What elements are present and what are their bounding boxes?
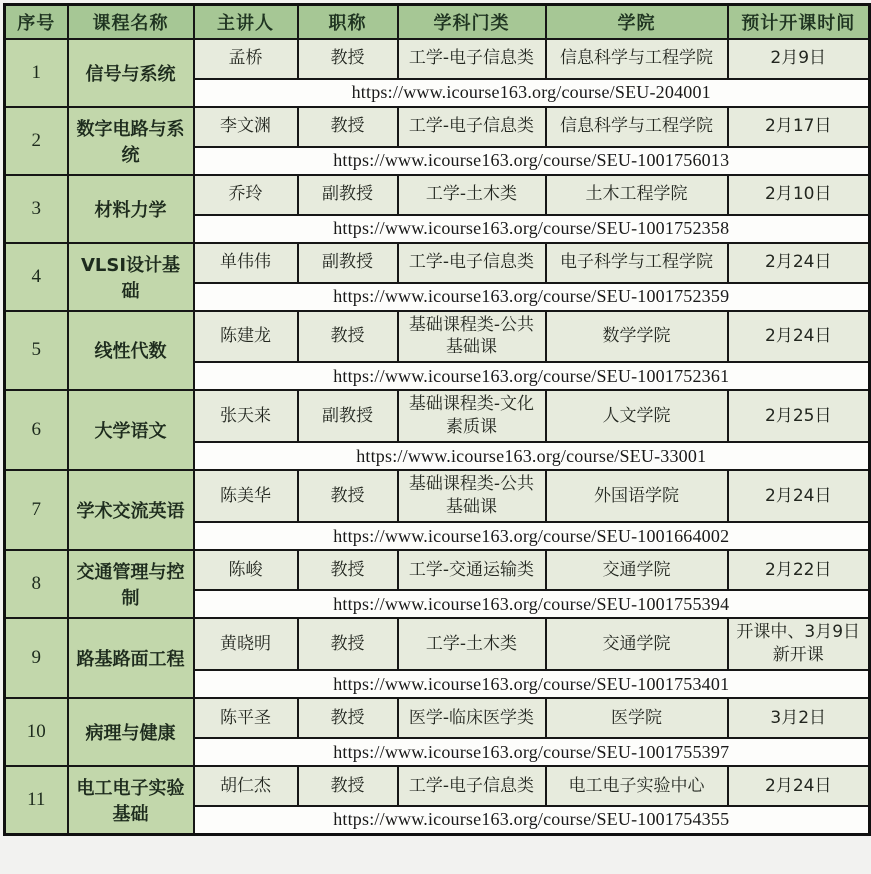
date-cell: 2月24日 [728,243,870,283]
college-cell: 电子科学与工程学院 [546,243,728,283]
course-url-link[interactable]: https://www.icourse163.org/course/SEU-1001753401 [194,670,870,698]
lecturer-cell: 陈美华 [194,470,298,522]
lecturer-cell: 张天来 [194,390,298,442]
lecturer-cell: 孟桥 [194,39,298,79]
course-name-cell: 信号与系统 [68,39,194,107]
table-row [5,39,870,79]
date-cell: 2月25日 [728,390,870,442]
title-cell: 教授 [298,107,398,147]
title-cell: 教授 [298,766,398,806]
row-number-cell: 11 [5,766,68,834]
table-row [5,618,870,670]
header-cell-no: 序号 [5,5,68,39]
row-number-cell: 7 [5,470,68,550]
row-number-cell: 1 [5,39,68,107]
table-row [5,766,870,806]
category-cell: 基础课程类-公共基础课 [398,470,546,522]
title-cell: 副教授 [298,175,398,215]
row-number-cell: 10 [5,698,68,766]
row-number-cell: 9 [5,618,68,698]
date-cell: 2月10日 [728,175,870,215]
course-url-link[interactable]: https://www.icourse163.org/course/SEU-1001754355 [194,806,870,834]
course-name-cell: 交通管理与控制 [68,550,194,618]
lecturer-cell: 乔玲 [194,175,298,215]
date-cell: 2月22日 [728,550,870,590]
course-name-cell: 大学语文 [68,390,194,470]
date-cell: 2月9日 [728,39,870,79]
course-name-cell: 路基路面工程 [68,618,194,698]
title-cell: 副教授 [298,390,398,442]
date-cell: 2月24日 [728,311,870,363]
lecturer-cell: 陈峻 [194,550,298,590]
college-cell: 土木工程学院 [546,175,728,215]
course-name-cell: 电工电子实验基础 [68,766,194,834]
title-cell: 教授 [298,618,398,670]
category-cell: 基础课程类-文化素质课 [398,390,546,442]
category-cell: 工学-电子信息类 [398,243,546,283]
lecturer-cell: 黄晓明 [194,618,298,670]
lecturer-cell: 陈建龙 [194,311,298,363]
row-number-cell: 2 [5,107,68,175]
title-cell: 教授 [298,311,398,363]
course-url-link[interactable]: https://www.icourse163.org/course/SEU-204001 [194,79,870,107]
category-cell: 工学-电子信息类 [398,39,546,79]
category-cell: 医学-临床医学类 [398,698,546,738]
header-cell-lecturer: 主讲人 [194,5,298,39]
category-cell: 工学-土木类 [398,175,546,215]
table-row [5,550,870,590]
lecturer-cell: 陈平圣 [194,698,298,738]
table-row [5,390,870,442]
college-cell: 医学院 [546,698,728,738]
row-number-cell: 6 [5,390,68,470]
title-cell: 教授 [298,550,398,590]
college-cell: 数学学院 [546,311,728,363]
date-cell: 2月17日 [728,107,870,147]
college-cell: 信息科学与工程学院 [546,107,728,147]
college-cell: 交通学院 [546,618,728,670]
title-cell: 教授 [298,698,398,738]
course-schedule-table [3,3,871,836]
lecturer-cell: 胡仁杰 [194,766,298,806]
category-cell: 基础课程类-公共基础课 [398,311,546,363]
course-url-link[interactable]: https://www.icourse163.org/course/SEU-1001752359 [194,283,870,311]
course-url-link[interactable]: https://www.icourse163.org/course/SEU-1001752361 [194,362,870,390]
date-cell: 3月2日 [728,698,870,738]
college-cell: 信息科学与工程学院 [546,39,728,79]
lecturer-cell: 李文渊 [194,107,298,147]
college-cell: 电工电子实验中心 [546,766,728,806]
row-number-cell: 3 [5,175,68,243]
header-cell-course: 课程名称 [68,5,194,39]
header-cell-college: 学院 [546,5,728,39]
college-cell: 外国语学院 [546,470,728,522]
lecturer-cell: 单伟伟 [194,243,298,283]
course-name-cell: 数字电路与系统 [68,107,194,175]
college-cell: 人文学院 [546,390,728,442]
title-cell: 教授 [298,470,398,522]
category-cell: 工学-电子信息类 [398,107,546,147]
course-url-link[interactable]: https://www.icourse163.org/course/SEU-1001755394 [194,590,870,618]
category-cell: 工学-土木类 [398,618,546,670]
course-name-cell: 线性代数 [68,311,194,391]
course-name-cell: 病理与健康 [68,698,194,766]
title-cell: 副教授 [298,243,398,283]
row-number-cell: 4 [5,243,68,311]
header-cell-title: 职称 [298,5,398,39]
table-row [5,311,870,363]
table-row [5,175,870,215]
category-cell: 工学-电子信息类 [398,766,546,806]
category-cell: 工学-交通运输类 [398,550,546,590]
header-cell-date: 预计开课时间 [728,5,870,39]
course-url-link[interactable]: https://www.icourse163.org/course/SEU-33001 [194,442,870,470]
course-url-link[interactable]: https://www.icourse163.org/course/SEU-1001755397 [194,738,870,766]
table-header-row [5,5,870,39]
table-row [5,243,870,283]
course-name-cell: VLSI设计基础 [68,243,194,311]
date-cell: 开课中、3月9日新开课 [728,618,870,670]
title-cell: 教授 [298,39,398,79]
course-url-link[interactable]: https://www.icourse163.org/course/SEU-1001752358 [194,215,870,243]
course-url-link[interactable]: https://www.icourse163.org/course/SEU-1001664002 [194,522,870,550]
table-row [5,470,870,522]
course-name-cell: 材料力学 [68,175,194,243]
row-number-cell: 5 [5,311,68,391]
table-row [5,107,870,147]
course-url-link[interactable]: https://www.icourse163.org/course/SEU-1001756013 [194,147,870,175]
college-cell: 交通学院 [546,550,728,590]
header-cell-category: 学科门类 [398,5,546,39]
date-cell: 2月24日 [728,470,870,522]
course-name-cell: 学术交流英语 [68,470,194,550]
date-cell: 2月24日 [728,766,870,806]
row-number-cell: 8 [5,550,68,618]
table-row [5,698,870,738]
